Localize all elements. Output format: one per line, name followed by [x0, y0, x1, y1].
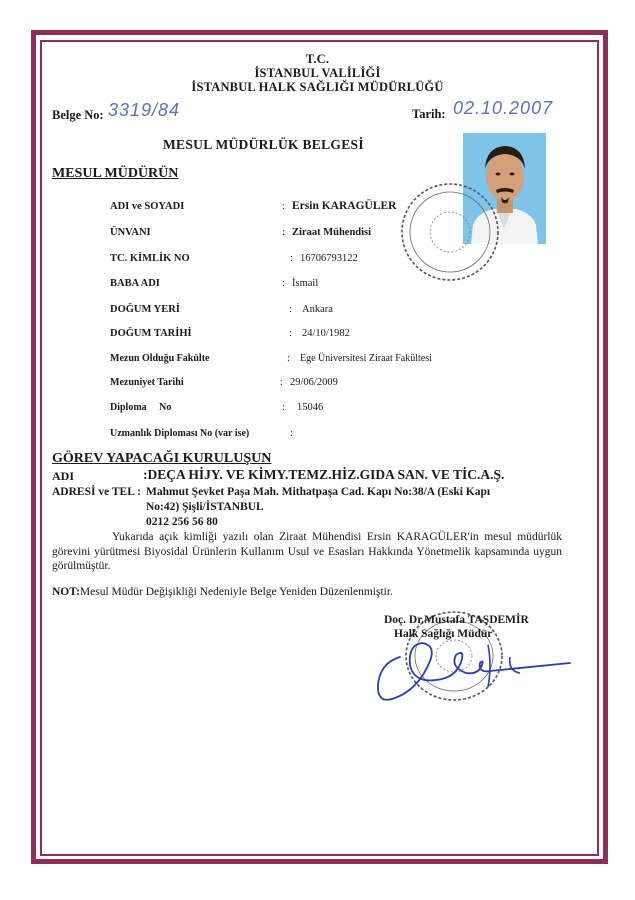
kurulus-adres-line-1: Mahmut Şevket Paşa Mah. Mithatpaşa Cad. Kapı No:38/A (Eski Kapı [146, 486, 491, 498]
field-label-unvani: ÜNVANI [110, 227, 151, 238]
field-sep-mezuniyet-tarihi: : [280, 377, 283, 388]
section-kurulus-title: GÖREV YAPACAĞI KURULUŞUN [52, 451, 272, 466]
field-value-diploma-no: 15046 [297, 402, 324, 413]
field-value-mezuniyet-tarihi: 29/06/2009 [290, 377, 338, 388]
field-sep-baba-adi: : [282, 278, 285, 289]
note-line [52, 586, 393, 598]
field-sep-dogum-yeri: : [289, 304, 292, 315]
tarih-label: Tarih: [412, 107, 446, 121]
kurulus-adres-label: ADRESİ ve TEL : [52, 486, 141, 498]
belge-no-value: 3319/84 [108, 100, 181, 120]
field-value-baba-adi: İsmail [292, 278, 319, 289]
field-value-adi-soyadi: Ersin KARAGÜLER [292, 200, 397, 212]
field-sep-adi-soyadi: : [282, 201, 285, 212]
field-label-uzmanlik: Uzmanlık Diploması No (var ise) [110, 428, 250, 439]
official-stamp-upper [398, 180, 502, 284]
field-label-dogum-yeri: DOĞUM YERİ [110, 304, 180, 315]
header-line-2: İSTANBUL VALİLİĞİ [254, 66, 381, 80]
field-value-tc-kimlik: 16706793122 [300, 253, 358, 264]
section-mesul-mudurun-title: MESUL MÜDÜRÜN [52, 166, 179, 181]
kurulus-adi-label: ADI [52, 469, 75, 483]
field-label-diploma-no: Diploma No [110, 402, 172, 413]
tarih-value: 02.10.2007 [453, 98, 554, 118]
note-text: Mesul Müdür Değişikliği Nedeniyle Belge Yeniden Düzenlenmiştir. [79, 586, 393, 598]
signatory-name: Doç. Dr.Mustafa TAŞDEMİR [384, 614, 529, 626]
field-sep-unvani: : [282, 227, 285, 238]
header-line-3: İSTANBUL HALK SAĞLIĞI MÜDÜRLÜĞÜ [191, 80, 444, 94]
field-value-unvani: Ziraat Mühendisi [292, 227, 372, 238]
field-label-fakulte: Mezun Olduğu Fakülte [110, 353, 210, 364]
header-line-1: T.C. [305, 52, 330, 66]
field-label-tc-kimlik: TC. KİMLİK NO [110, 253, 190, 264]
field-label-adi-soyadi: ADI ve SOYADI [110, 201, 185, 212]
field-value-dogum-yeri: Ankara [302, 304, 333, 315]
field-sep-dogum-tarihi: : [289, 328, 292, 339]
note-label: NOT: [52, 586, 80, 598]
field-value-dogum-tarihi: 24/10/1982 [302, 328, 350, 339]
field-sep-diploma-no: : [282, 402, 285, 413]
field-sep-fakulte: : [287, 353, 290, 364]
kurulus-adi-value: :DEÇA HİJY. VE KİMY.TEMZ.HİZ.GIDA SAN. VE TİC.A.Ş. [143, 467, 505, 482]
field-label-dogum-tarihi: DOĞUM TARİHİ [110, 328, 192, 339]
field-sep-tc-kimlik: : [290, 253, 293, 264]
kurulus-tel: 0212 256 56 80 [146, 516, 218, 528]
belge-no-label: Belge No: [52, 108, 104, 122]
signatory-title: Halk Sağlığı Müdür [394, 628, 493, 640]
field-value-fakulte: Ege Üniversitesi Ziraat Fakültesi [300, 353, 432, 364]
field-label-baba-adi: BABA ADI [110, 278, 160, 289]
field-sep-uzmanlik: : [290, 428, 293, 439]
field-label-mezuniyet-tarihi: Mezuniyet Tarihi [110, 377, 184, 388]
document-title: MESUL MÜDÜRLÜK BELGESİ [163, 137, 364, 152]
approval-paragraph: Yukarıda açık kimliği yazılı olan Ziraat Mühendisi Ersin KARAGÜLER'in mesul müdürlük görevini yürütmesi Biyosidal Ürünlerin Kullanım Usul ve Esasları Hakkında Yönetmelik kapsamında uygun görülmüştür. [52, 531, 562, 572]
handwritten-signature [370, 615, 585, 710]
kurulus-adres-line-2: No:42) Şişli/İSTANBUL [146, 501, 264, 513]
